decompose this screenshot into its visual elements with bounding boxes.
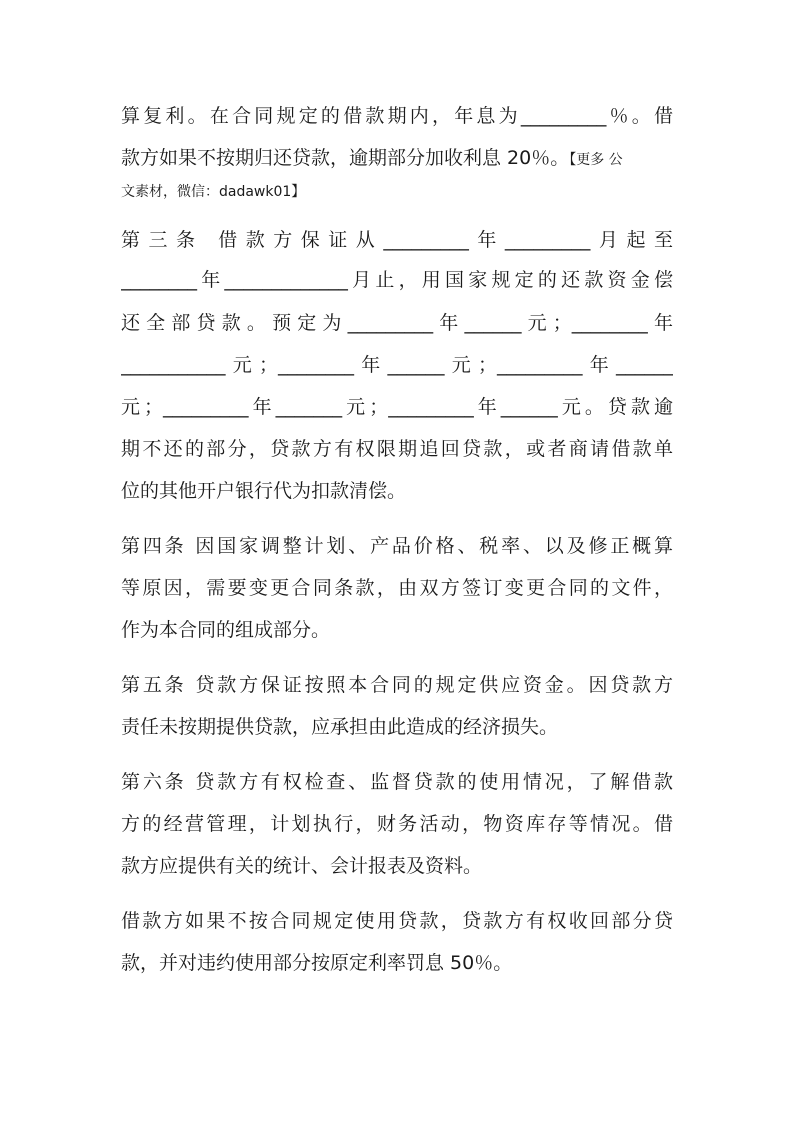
text-line: 责任未按期提供贷款，应承担由此造成的经济损失。 (121, 716, 559, 738)
text-line-body: 款方如果不按期归还贷款，逾期部分加收利息 20％。 (121, 147, 570, 169)
text-line: 借款方如果不按合同规定使用贷款，贷款方有权收回部分贷 (121, 910, 673, 932)
text-line: ________年_____________月止，用国家规定的还款资金偿 (121, 269, 673, 291)
promo-note: 文素材，微信：dadawk01】 (121, 184, 306, 200)
text-line: ___________元；________年______元；_________年______ (121, 354, 673, 376)
text-line: 第五条 贷款方保证按照本合同的规定供应资金。因贷款方 (121, 674, 673, 696)
text-line: 第三条 借款方保证从_________年_________月起至 (121, 229, 673, 251)
text-line: 方的经营管理，计划执行，财务活动，物资库存等情况。借 (121, 813, 673, 835)
text-line: 款方应提供有关的统计、会计报表及资料。 (121, 855, 483, 877)
promo-note-inline: 【更多 公 (569, 152, 623, 168)
text-line: 第四条 因国家调整计划、产品价格、税率、以及修正概算 (121, 535, 673, 557)
text-line: 等原因，需要变更合同条款，由双方签订变更合同的文件， (121, 577, 673, 599)
text-line: 元；_________年_______元；_________年______元。贷款逾 (121, 396, 673, 418)
text-line: 期不还的部分，贷款方有权限期追回贷款，或者商请借款单 (121, 438, 673, 460)
text-line (121, 146, 673, 170)
text-line: 作为本合同的组成部分。 (121, 619, 331, 641)
text-line: 款，并对违约使用部分按原定利率罚息 50％。 (121, 952, 513, 974)
text-line: 第六条 贷款方有权检查、监督贷款的使用情况，了解借款 (121, 771, 673, 793)
text-line: 算复利。在合同规定的借款期内，年息为_________％。借 (121, 105, 673, 127)
text-line: 还全部贷款。预定为_________年______元；________年 (121, 312, 673, 334)
text-line: 位的其他开户银行代为扣款清偿。 (121, 480, 407, 502)
